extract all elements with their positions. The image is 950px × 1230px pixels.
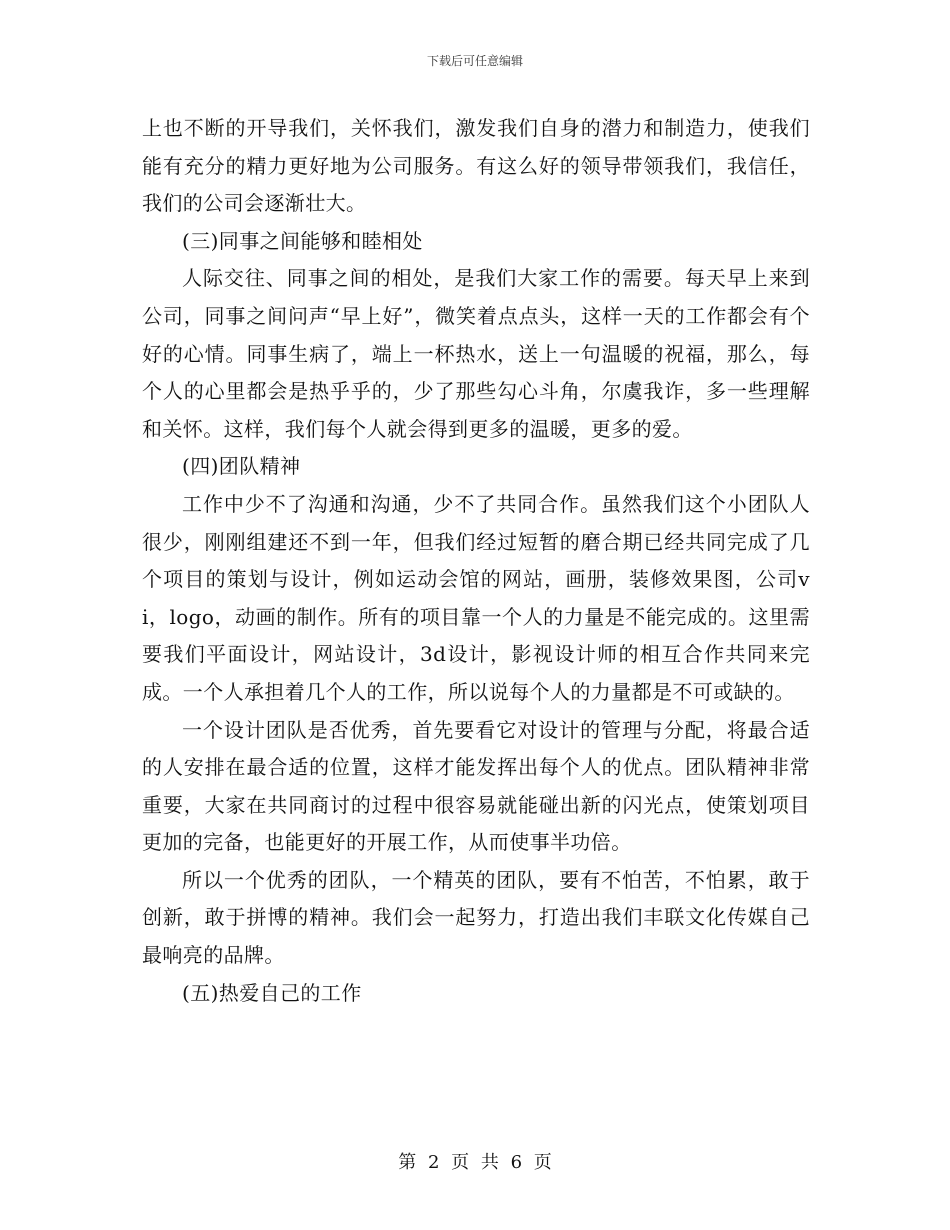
section-heading-love-work: (五)热爱自己的工作 <box>182 980 362 1005</box>
paragraph-team-cooperation: 工作中少不了沟通和沟通，少不了共同合作。虽然我们这个小团队人很少，刚刚组建还不到一年，但我们经过短暂的磨合期已经共同完成了几个项目的策划与设计，例如运动会馆的网站，画册，装修效果图，公司vi，logo，动画的制作。所有的项目靠一个人的力量是不能完成的。这里需要我们平面设计，网站设计，3d设计，影视设计师的相互合作共同来完成。一个人承担着几个人的工作，所以说每个人的力量都是不可或缺的。 <box>142 491 810 704</box>
page-header-note: 下载后可任意编辑 <box>426 54 523 68</box>
paragraph-team-management: 一个设计团队是否优秀，首先要看它对设计的管理与分配，将最合适的人安排在最合适的位置，这样才能发挥出每个人的优点。团队精神非常重要，大家在共同商讨的过程中很容易就能碰出新的闪光点，使策划项目更加的完备，也能更好的开展工作，从而使事半功倍。 <box>142 717 810 855</box>
paragraph-leadership: 上也不断的开导我们，关怀我们，激发我们自身的潜力和制造力，使我们能有充分的精力更好地为公司服务。有这么好的领导带领我们，我信任，我们的公司会逐渐壮大。 <box>142 116 810 216</box>
paragraph-colleagues: 人际交往、同事之间的相处，是我们大家工作的需要。每天早上来到公司，同事之间问声“早上好”，微笑着点点头，这样一天的工作都会有个好的心情。同事生病了，端上一杯热水，送上一句温暖的祝福，那么，每个人的心里都会是热乎乎的，少了那些勾心斗角，尔虞我诈，多一些理解和关怀。这样，我们每个人就会得到更多的温暖，更多的爱。 <box>142 266 810 441</box>
page-number: 第 2 页 共 6 页 <box>398 1152 552 1173</box>
paragraph-team-conclusion: 所以一个优秀的团队，一个精英的团队，要有不怕苦，不怕累，敢于创新，敢于拼博的精神。我们会一起努力，打造出我们丰联文化传媒自己最响亮的品牌。 <box>142 867 810 968</box>
section-heading-team-spirit: (四)团队精神 <box>182 454 301 479</box>
document-body <box>142 110 810 1012</box>
section-heading-colleagues: (三)同事之间能够和睦相处 <box>182 228 423 253</box>
